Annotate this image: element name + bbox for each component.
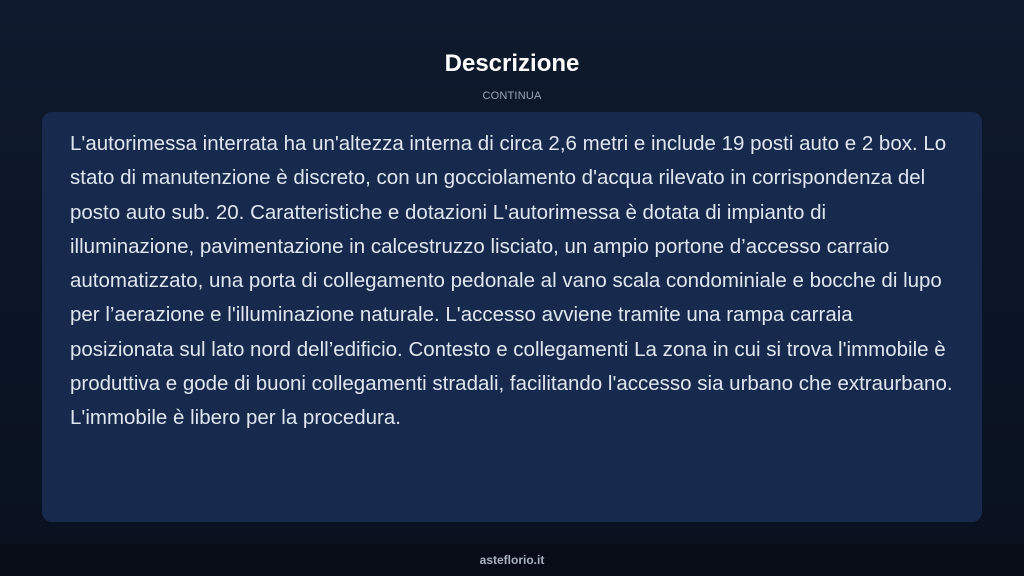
continue-label: CONTINUA bbox=[482, 90, 542, 102]
description-card bbox=[42, 112, 982, 522]
page-title: Descrizione bbox=[444, 50, 580, 77]
description-text: L'autorimessa interrata ha un'altezza interna di circa 2,6 metri e include 19 posti auto e 2 box. Lo stato di manutenzione è discreto, con un gocciolamento d'acqua rilevato in corrispondenza del posto auto sub. 20. Caratteristiche e dotazioni L'autorimessa è dotata di impianto di illuminazione, pavimentazione in calcestruzzo lisciato, un ampio portone d’accesso carraio automatizzato, una porta di collegamento pedonale al vano scala condominiale e bocche di lupo per l’aerazione e l'illuminazione naturale. L'accesso avviene tramite una rampa carraia posizionata sul lato nord dell’edificio. Contesto e collegamenti La zona in cui si trova l'immobile è produttiva e gode di buoni collegamenti stradali, facilitando l'accesso sia urbano che extraurbano. L'immobile è libero per la procedura. bbox=[70, 132, 953, 430]
site-name: asteflorio.it bbox=[479, 553, 545, 567]
footer-bar bbox=[0, 544, 1024, 576]
